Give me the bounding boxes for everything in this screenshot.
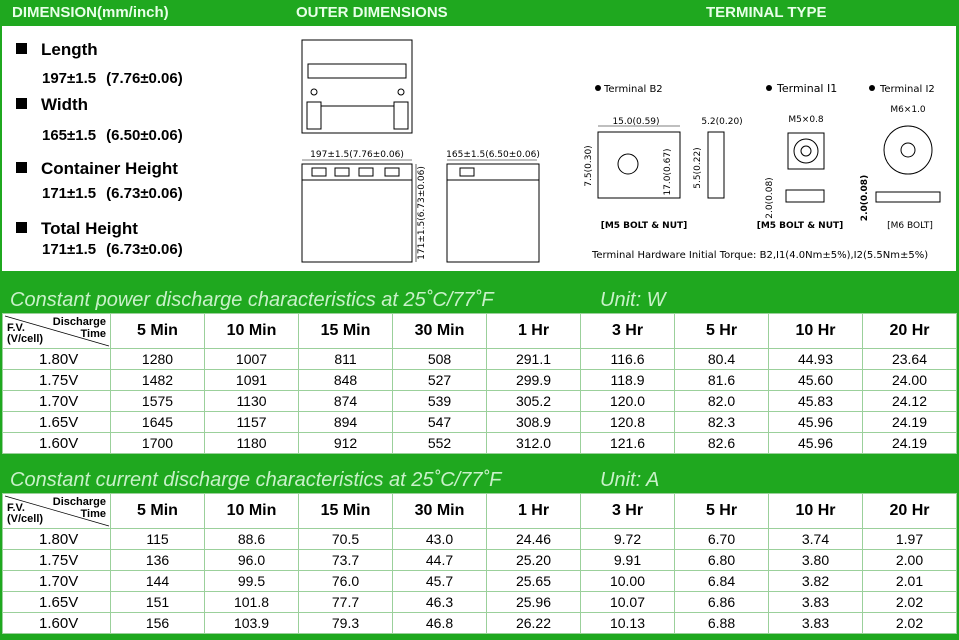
value-cell: 912 [299, 433, 393, 454]
value-cell: 79.3 [299, 613, 393, 634]
column-header: 10 Min [205, 494, 299, 529]
spec-width-label: Width [16, 95, 88, 115]
column-header: 5 Min [111, 494, 205, 529]
value-cell: 46.3 [393, 592, 487, 613]
value-cell: 10.00 [581, 571, 675, 592]
i2-thread-dim: M6×1.0 [890, 105, 926, 115]
value-cell: 43.0 [393, 529, 487, 550]
value-cell: 3.80 [769, 550, 863, 571]
value-cell: 70.5 [299, 529, 393, 550]
value-cell: 45.96 [769, 412, 863, 433]
i2-depth-dim: 2.0(0.08) [860, 174, 870, 222]
value-cell: 6.88 [675, 613, 769, 634]
value-cell: 1157 [205, 412, 299, 433]
column-header: 5 Min [111, 314, 205, 349]
value-cell: 45.83 [769, 391, 863, 412]
value-cell: 24.19 [863, 433, 957, 454]
final-voltage-cell: 1.75V [3, 550, 111, 571]
b2-hole-dim: 5.5(0.22) [693, 147, 703, 189]
b2-side-dim: 7.5(0.30) [584, 145, 594, 187]
i1-bolt-label: [M5 BOLT & NUT] [756, 221, 844, 231]
final-voltage-cell: 1.80V [3, 529, 111, 550]
value-cell: 82.6 [675, 433, 769, 454]
terminal-i2-label: Terminal I2 [880, 84, 935, 95]
spec-total-height-label: Total Height [16, 219, 138, 239]
value-cell: 81.6 [675, 370, 769, 391]
value-cell: 1007 [205, 349, 299, 370]
terminal-b2-label: Terminal B2 [604, 84, 663, 95]
bullet-square-icon [16, 98, 27, 109]
outer-dimensions-drawing [297, 26, 547, 271]
value-cell: 24.46 [487, 529, 581, 550]
current-unit: Unit: A [600, 469, 660, 491]
value-cell: 291.1 [487, 349, 581, 370]
value-cell: 308.9 [487, 412, 581, 433]
final-voltage-cell: 1.60V [3, 613, 111, 634]
front-width-dim: 197±1.5(7.76±0.06) [310, 150, 404, 160]
value-cell: 44.7 [393, 550, 487, 571]
table-row [3, 613, 957, 634]
value-cell: 1180 [205, 433, 299, 454]
value-cell: 77.7 [299, 592, 393, 613]
table-row [3, 391, 957, 412]
b2-bolt-label: [M5 BOLT & NUT] [600, 221, 688, 231]
value-cell: 120.0 [581, 391, 675, 412]
column-header: 15 Min [299, 494, 393, 529]
column-header: 1 Hr [487, 494, 581, 529]
torque-note: Terminal Hardware Initial Torque: B2,I1(4.0Nm±5%),I2(5.5Nm±5%) [592, 250, 929, 261]
table-corner-cell [3, 494, 111, 529]
value-cell: 82.0 [675, 391, 769, 412]
table-row [3, 412, 957, 433]
value-cell: 6.80 [675, 550, 769, 571]
corner-vcell: (V/cell) [7, 513, 44, 525]
spec-width-value: 165±1.5 (6.50±0.06) [42, 127, 183, 144]
column-header: 3 Hr [581, 494, 675, 529]
b2-width-dim: 15.0(0.59) [612, 117, 660, 127]
i1-thread-dim: M5×0.8 [788, 115, 824, 125]
corner-time: Time [80, 508, 106, 520]
final-voltage-cell: 1.70V [3, 571, 111, 592]
value-cell: 23.64 [863, 349, 957, 370]
b2-thickness-dim: 5.2(0.20) [701, 117, 743, 127]
height-dim: 171±1.5(6.73±0.06) [417, 166, 427, 260]
value-cell: 547 [393, 412, 487, 433]
table-header-row [3, 494, 957, 529]
value-cell: 1130 [205, 391, 299, 412]
value-cell: 1700 [111, 433, 205, 454]
value-cell: 2.00 [863, 550, 957, 571]
column-header: 20 Hr [863, 314, 957, 349]
value-cell: 1575 [111, 391, 205, 412]
value-cell: 26.22 [487, 613, 581, 634]
value-cell: 99.5 [205, 571, 299, 592]
value-cell: 121.6 [581, 433, 675, 454]
value-cell: 101.8 [205, 592, 299, 613]
spec-length-label: Length [16, 40, 98, 60]
current-section-title: Constant current discharge characteristics at 25˚C/77˚F Unit: A [10, 469, 660, 491]
value-cell: 6.84 [675, 571, 769, 592]
value-cell: 1091 [205, 370, 299, 391]
spec-container-height-label: Container Height [16, 159, 178, 179]
current-table [2, 493, 957, 634]
value-cell: 76.0 [299, 571, 393, 592]
value-cell: 312.0 [487, 433, 581, 454]
value-cell: 305.2 [487, 391, 581, 412]
column-header: 5 Hr [675, 314, 769, 349]
column-header: 20 Hr [863, 494, 957, 529]
side-width-dim: 165±1.5(6.50±0.06) [446, 150, 540, 160]
table-row [3, 433, 957, 454]
table-row [3, 529, 957, 550]
value-cell: 539 [393, 391, 487, 412]
corner-time: Time [80, 328, 106, 340]
column-header: 30 Min [393, 314, 487, 349]
value-cell: 115 [111, 529, 205, 550]
value-cell: 10.13 [581, 613, 675, 634]
value-cell: 45.7 [393, 571, 487, 592]
value-cell: 2.01 [863, 571, 957, 592]
value-cell: 1.97 [863, 529, 957, 550]
value-cell: 96.0 [205, 550, 299, 571]
final-voltage-cell: 1.80V [3, 349, 111, 370]
spec-total-height-value: 171±1.5 (6.73±0.06) [42, 241, 183, 258]
value-cell: 3.82 [769, 571, 863, 592]
final-voltage-cell: 1.70V [3, 391, 111, 412]
value-cell: 136 [111, 550, 205, 571]
column-header: 10 Min [205, 314, 299, 349]
value-cell: 82.3 [675, 412, 769, 433]
value-cell: 151 [111, 592, 205, 613]
value-cell: 299.9 [487, 370, 581, 391]
value-cell: 25.20 [487, 550, 581, 571]
value-cell: 103.9 [205, 613, 299, 634]
value-cell: 1482 [111, 370, 205, 391]
terminal-type-header: TERMINAL TYPE [706, 4, 827, 21]
value-cell: 3.74 [769, 529, 863, 550]
table-row [3, 349, 957, 370]
column-header: 10 Hr [769, 494, 863, 529]
value-cell: 2.02 [863, 592, 957, 613]
value-cell: 120.8 [581, 412, 675, 433]
i1-depth-dim: 2.0(0.08) [765, 177, 775, 219]
power-table [2, 313, 957, 454]
table-row [3, 592, 957, 613]
final-voltage-cell: 1.65V [3, 412, 111, 433]
corner-discharge: Discharge [52, 316, 106, 328]
corner-discharge: Discharge [52, 496, 106, 508]
dimension-header: DIMENSION(mm/inch) [12, 4, 169, 21]
value-cell: 44.93 [769, 349, 863, 370]
column-header: 3 Hr [581, 314, 675, 349]
power-section-title: Constant power discharge characteristics at 25˚C/77˚F Unit: W [10, 289, 666, 311]
column-header: 15 Min [299, 314, 393, 349]
column-header: 30 Min [393, 494, 487, 529]
dimension-panel [2, 26, 956, 271]
value-cell: 874 [299, 391, 393, 412]
i2-bolt-label: [M6 BOLT] [887, 221, 933, 231]
outer-dimensions-header: OUTER DIMENSIONS [296, 4, 448, 21]
corner-fv: F.V. [7, 502, 25, 514]
value-cell: 508 [393, 349, 487, 370]
table-row [3, 370, 957, 391]
column-header: 10 Hr [769, 314, 863, 349]
table-row [3, 550, 957, 571]
value-cell: 144 [111, 571, 205, 592]
column-header: 5 Hr [675, 494, 769, 529]
value-cell: 80.4 [675, 349, 769, 370]
value-cell: 811 [299, 349, 393, 370]
power-unit: Unit: W [600, 289, 666, 311]
value-cell: 848 [299, 370, 393, 391]
value-cell: 24.12 [863, 391, 957, 412]
final-voltage-cell: 1.65V [3, 592, 111, 613]
value-cell: 45.96 [769, 433, 863, 454]
terminal-drawings [576, 26, 956, 271]
bullet-square-icon [16, 222, 27, 233]
value-cell: 1280 [111, 349, 205, 370]
corner-fv: F.V. [7, 322, 25, 334]
spec-length-value: 197±1.5 (7.76±0.06) [42, 70, 183, 87]
value-cell: 73.7 [299, 550, 393, 571]
value-cell: 46.8 [393, 613, 487, 634]
value-cell: 2.02 [863, 613, 957, 634]
value-cell: 9.72 [581, 529, 675, 550]
column-header: 1 Hr [487, 314, 581, 349]
value-cell: 25.96 [487, 592, 581, 613]
corner-vcell: (V/cell) [7, 333, 44, 345]
bullet-square-icon [16, 162, 27, 173]
value-cell: 6.70 [675, 529, 769, 550]
value-cell: 118.9 [581, 370, 675, 391]
spec-container-height-value: 171±1.5 (6.73±0.06) [42, 185, 183, 202]
b2-height-dim: 17.0(0.67) [663, 148, 673, 196]
table-row [3, 571, 957, 592]
value-cell: 9.91 [581, 550, 675, 571]
value-cell: 10.07 [581, 592, 675, 613]
value-cell: 3.83 [769, 592, 863, 613]
value-cell: 3.83 [769, 613, 863, 634]
value-cell: 6.86 [675, 592, 769, 613]
value-cell: 24.00 [863, 370, 957, 391]
value-cell: 25.65 [487, 571, 581, 592]
table-corner-cell [3, 314, 111, 349]
table-header-row [3, 314, 957, 349]
value-cell: 24.19 [863, 412, 957, 433]
final-voltage-cell: 1.75V [3, 370, 111, 391]
value-cell: 88.6 [205, 529, 299, 550]
value-cell: 116.6 [581, 349, 675, 370]
terminal-i1-label: Terminal I1 [777, 82, 838, 95]
bullet-square-icon [16, 43, 27, 54]
value-cell: 156 [111, 613, 205, 634]
value-cell: 45.60 [769, 370, 863, 391]
value-cell: 552 [393, 433, 487, 454]
value-cell: 1645 [111, 412, 205, 433]
value-cell: 894 [299, 412, 393, 433]
value-cell: 527 [393, 370, 487, 391]
final-voltage-cell: 1.60V [3, 433, 111, 454]
